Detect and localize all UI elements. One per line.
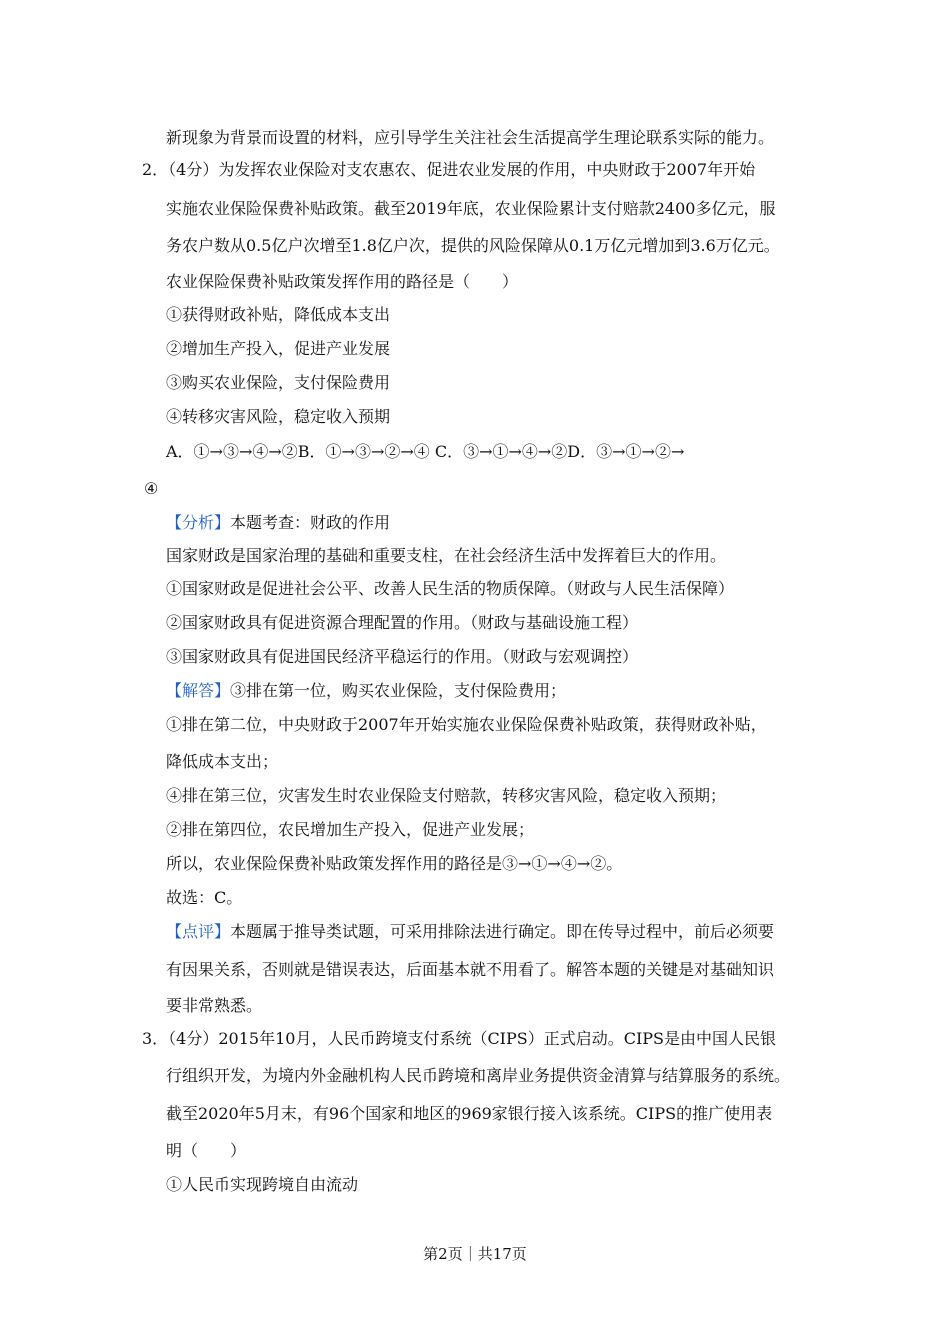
text-line (142, 1029, 776, 1049)
text-line (142, 160, 755, 180)
section-line (166, 922, 774, 942)
section-tag: 【点评】 (166, 922, 231, 941)
text-line (166, 546, 726, 566)
line-text: 实施农业保险保费补贴政策。截至2019年底，农业保险累计支付赔款2400多亿元，服 (166, 199, 776, 218)
text-line (166, 236, 780, 256)
line-text: 故选：C。 (166, 888, 243, 907)
text-line (166, 1066, 790, 1086)
line-text: ④排在第三位，灾害发生时农业保险支付赔款，转移灾害风险，稳定收入预期； (166, 786, 727, 805)
text-line (166, 1141, 246, 1161)
line-text: 2．（4分）为发挥农业保险对支农惠农、促进农业发展的作用，中央财政于2007年开始 (142, 160, 756, 179)
text-line (166, 786, 726, 806)
text-line (166, 960, 774, 980)
text-line (166, 1104, 772, 1124)
line-text: ②国家财政具有促进资源合理配置的作用。（财政与基础设施工程） (166, 613, 639, 632)
line-text: 国家财政是国家治理的基础和重要支柱，在社会经济生活中发挥着巨大的作用。 (166, 546, 727, 565)
line-text: ①人民币实现跨境自由流动 (166, 1175, 359, 1194)
text-line (144, 479, 158, 499)
line-text: ③排在第一位，购买农业保险，支付保险费用； (230, 681, 567, 700)
text-line (166, 647, 638, 667)
text-line (166, 373, 390, 393)
line-text: 截至2020年5月末，有96个国家和地区的969家银行接入该系统。CIPS的推广使用表 (166, 1104, 773, 1123)
line-text: 本题考查：财政的作用 (230, 513, 391, 532)
line-text: ④ (144, 479, 159, 498)
section-tag: 【分析】 (166, 513, 231, 532)
line-text: ①排在第二位，中央财政于2007年开始实施农业保险保费补贴政策，获得财政补贴， (166, 715, 767, 734)
line-text: ①获得财政补贴，降低成本支出 (166, 305, 391, 324)
text-line (166, 888, 242, 908)
text-line (166, 128, 774, 148)
text-line (166, 996, 262, 1016)
line-text: 行组织开发，为境内外金融机构人民币跨境和离岸业务提供资金清算与结算服务的系统。 (166, 1066, 791, 1085)
text-line (166, 1175, 358, 1195)
text-line (166, 407, 390, 427)
line-text: 降低成本支出； (166, 752, 279, 771)
line-text: 本题属于推导类试题，可采用排除法进行确定。即在传导过程中，前后必须要 (230, 922, 775, 941)
section-line (166, 513, 390, 533)
text-line (166, 752, 278, 772)
text-line (166, 854, 622, 874)
text-line (166, 339, 390, 359)
line-text: 明（ ） (166, 1141, 247, 1160)
line-text: ②排在第四位，农民增加生产投入，促进产业发展； (166, 820, 535, 839)
line-text: 3．（4分）2015年10月，人民币跨境支付系统（CIPS）正式启动。CIPS是由中国人民银 (142, 1029, 777, 1048)
text-line (166, 820, 534, 840)
line-text: 要非常熟悉。 (166, 996, 263, 1015)
page-footer: 第2页｜共17页 (423, 1245, 527, 1263)
line-text: 有因果关系，否则就是错误表达，后面基本就不用看了。解答本题的关键是对基础知识 (166, 960, 775, 979)
text-line (166, 305, 390, 325)
line-text: ③购买农业保险，支付保险费用 (166, 373, 391, 392)
text-line (166, 579, 734, 599)
text-line (166, 715, 767, 735)
text-line (166, 613, 638, 633)
line-text: A．①→③→④→②B．①→③→②→④ C．③→①→④→②D．③→①→②→ (166, 442, 685, 461)
line-text: 所以，农业保险保费补贴政策发挥作用的路径是③→①→④→②。 (166, 854, 623, 873)
text-line (166, 199, 775, 219)
line-text: 新现象为背景而设置的材料，应引导学生关注社会生活提高学生理论联系实际的能力。 (166, 128, 775, 147)
line-text: 务农户数从0.5亿户次增至1.8亿户次，提供的风险保障从0.1万亿元增加到3.6万亿元。 (166, 236, 780, 255)
line-text: ①国家财政是促进社会公平、改善人民生活的物质保障。（财政与人民生活保障） (166, 579, 735, 598)
line-text: ③国家财政具有促进国民经济平稳运行的作用。（财政与宏观调控） (166, 647, 639, 666)
line-text: 农业保险保费补贴政策发挥作用的路径是（ ） (166, 272, 519, 291)
line-text: ②增加生产投入，促进产业发展 (166, 339, 391, 358)
text-line (166, 442, 684, 462)
line-text: ④转移灾害风险，稳定收入预期 (166, 407, 391, 426)
section-tag: 【解答】 (166, 681, 231, 700)
text-line (166, 272, 518, 292)
section-line (166, 681, 566, 701)
